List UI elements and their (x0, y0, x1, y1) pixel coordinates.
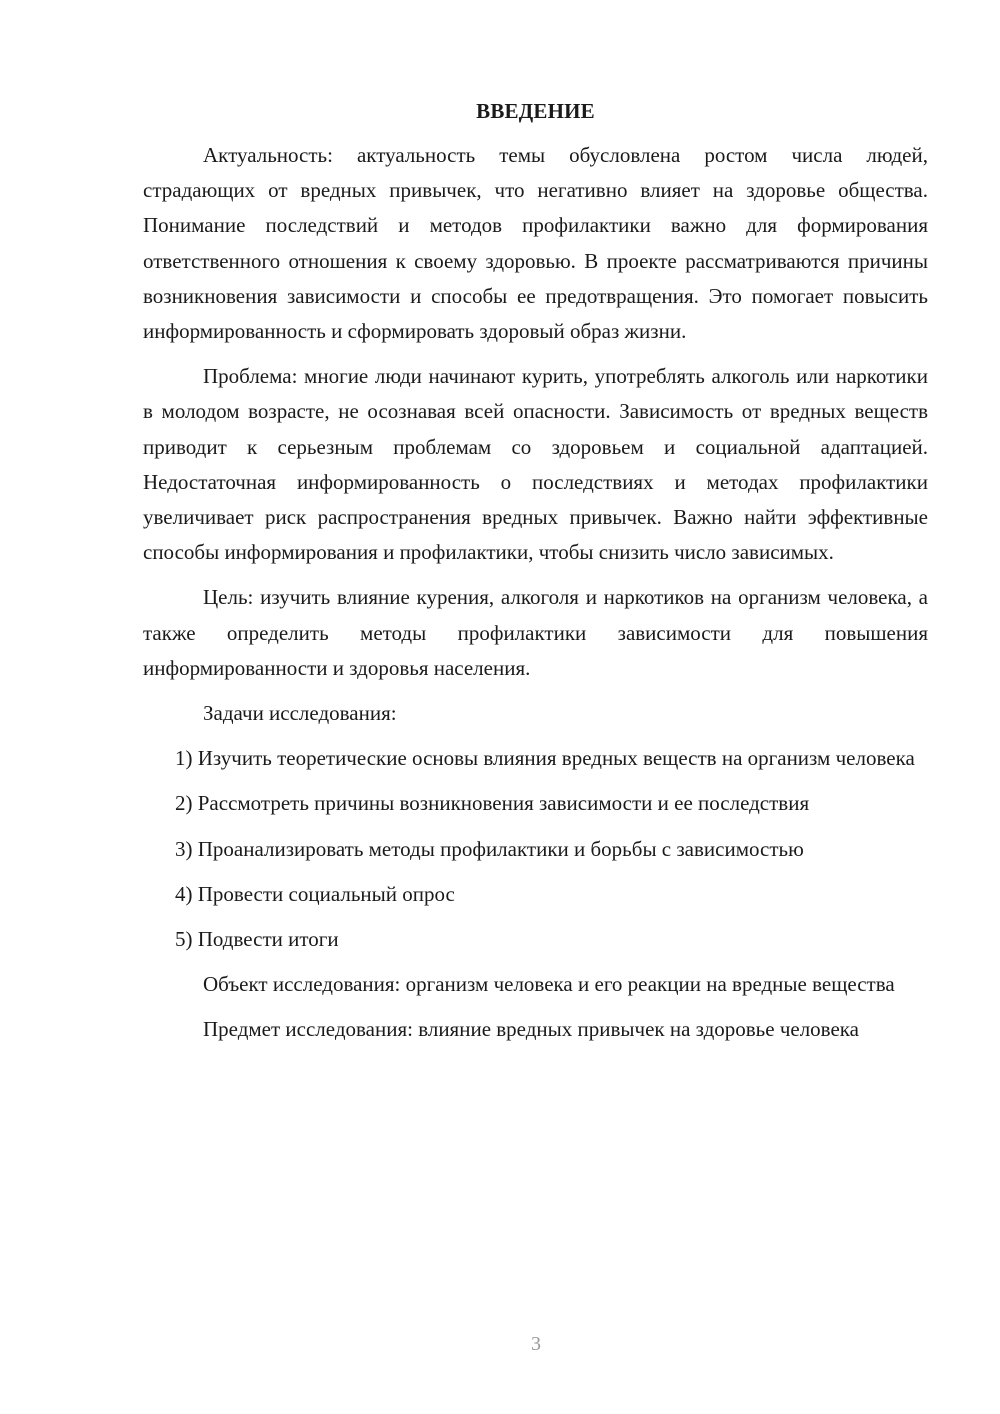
task-item-2: 2) Рассмотреть причины возникновения зависимости и ее последствия (175, 791, 810, 816)
paragraph-relevance: Актуальность: актуальность темы обусловлена ростом числа людей, страдающих от вредных привычек, что негативно влияет на здоровье общества. Понимание последствий и методов профилактики важно для формирования ответственного отношения к своему здоровью. В проекте рассматриваются причины возникновения зависимости и способы ее предотвращения. Это помогает повысить информированность и сформировать здоровый образ жизни. (143, 143, 928, 344)
task-item-4: 4) Провести социальный опрос (175, 881, 455, 906)
paragraph-subject: Предмет исследования: влияние вредных привычек на здоровье человека (203, 1017, 859, 1042)
paragraph-object: Объект исследования: организм человека и его реакции на вредные вещества (203, 972, 895, 997)
section-title: ВВЕДЕНИЕ (476, 99, 595, 123)
task-item-1: 1) Изучить теоретические основы влияния вредных веществ на организм человека (175, 746, 915, 771)
task-item-3: 3) Проанализировать методы профилактики и борьбы с зависимостью (175, 836, 804, 861)
task-item-5: 5) Подвести итоги (175, 927, 339, 952)
page-content (143, 96, 928, 1058)
paragraph-tasks-heading: Задачи исследования: (203, 701, 397, 726)
paragraph-goal: Цель: изучить влияние курения, алкоголя и наркотиков на организм человека, а также определить методы профилактики зависимости для повышения информированности и здоровья населения. (143, 585, 928, 680)
page-number: 3 (531, 1333, 541, 1355)
paragraph-problem: Проблема: многие люди начинают курить, употреблять алкоголь или наркотики в молодом возрасте, не осознавая всей опасности. Зависимость от вредных веществ приводит к серьезным проблемам со здоровьем и социальной адаптацией. Недостаточная информированность о последствиях и методах профилактики увеличивает риск распространения вредных привычек. Важно найти эффективные способы информирования и профилактики, чтобы снизить число зависимых. (143, 364, 928, 565)
